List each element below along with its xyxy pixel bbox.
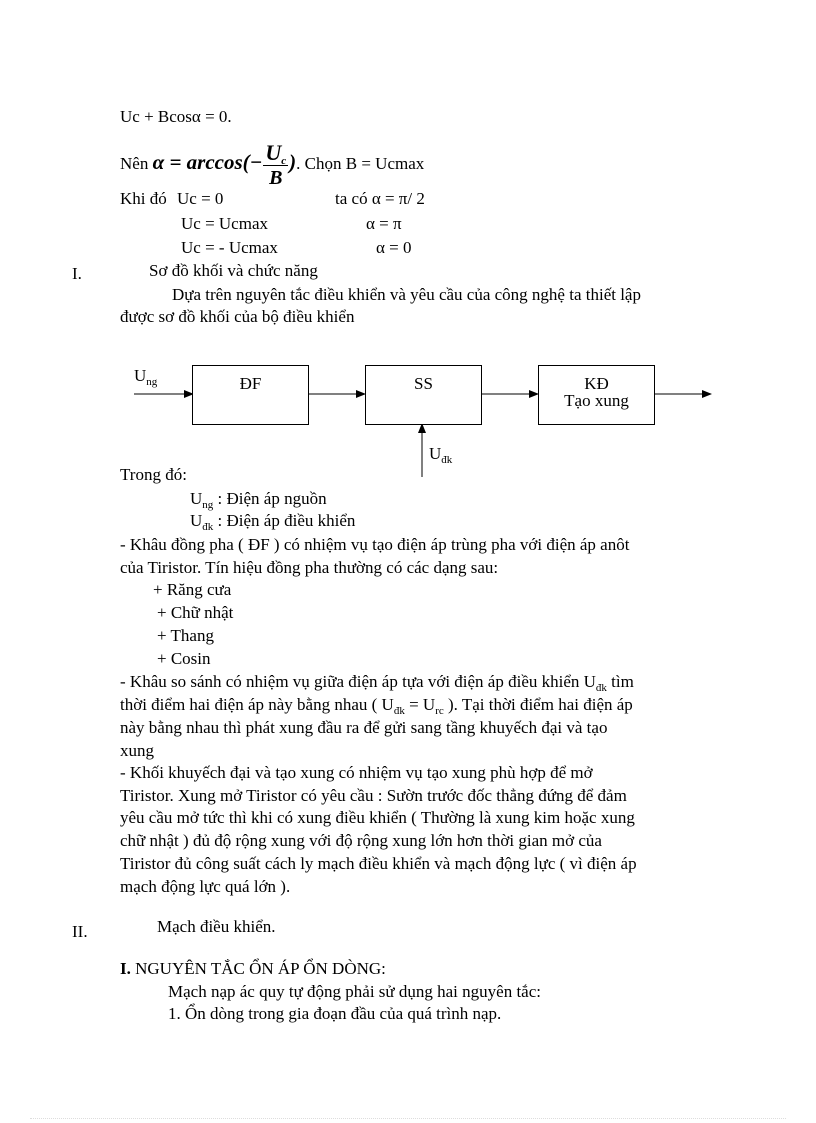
amp-line6: mạch động lực quá lớn ).	[120, 877, 291, 896]
phase-item: + Chữ nhật	[157, 603, 234, 622]
fraction-denominator: B	[269, 166, 283, 189]
arccos-formula	[120, 137, 424, 187]
case-when: Khi đó	[120, 189, 167, 208]
case2-left: Uc = Ucmax	[181, 214, 269, 233]
principle-line1: Mạch nạp ác quy tự động phải sử dụng hai nguyên tắc:	[168, 982, 541, 1001]
principle-line2: 1. Ổn dòng trong gia đoạn đầu của quá trình nạp.	[168, 1004, 502, 1023]
phase-item: + Cosin	[157, 649, 211, 668]
section2-numeral: II.	[72, 922, 88, 941]
kd-block	[538, 365, 655, 425]
amp-line5: Tiristor đủ công suất cách ly mạch điều khiển và mạch động lực ( vì điện áp	[120, 854, 637, 873]
formula-fraction	[263, 141, 288, 190]
section1-numeral: I.	[72, 264, 82, 283]
section2-title: Mạch điều khiển.	[157, 917, 276, 936]
control-label: $U_{đk}$	[429, 444, 453, 466]
compare-line2: thời điểm hai điện áp này bằng nhau ( $U_{đk} = U_{rc}$ ). Tại thời điểm hai điện áp	[120, 695, 633, 717]
section1-title: Sơ đồ khối và chức năng	[149, 261, 318, 280]
case3-left: Uc = - Ucmax	[181, 238, 278, 257]
input-label: $U_{ng}$	[134, 366, 158, 388]
df-label: ĐF	[239, 374, 262, 393]
where-ung: $U_{ng}$ : Điện áp nguồn	[190, 489, 327, 511]
amp-line4: chữ nhật ) đủ độ rộng xung với độ rộng xung lớn hơn thời gian mở của	[120, 831, 602, 850]
formula-lhs: α = arccos(−	[152, 150, 263, 174]
amp-line1: - Khối khuyếch đại và tạo xung có nhiệm vụ tạo xung phù hợp để mở	[120, 763, 593, 782]
kd-label: KĐ	[584, 374, 609, 393]
kd-sublabel: Tạo xung	[564, 391, 629, 410]
compare-line1: - Khâu so sánh có nhiệm vụ giữa điện áp tựa với điện áp điều khiển $U_{đk}$ tìm	[120, 672, 634, 694]
formula-close: )	[289, 150, 297, 174]
page-bottom-rule	[30, 1118, 786, 1119]
case1-left: Uc = 0	[177, 189, 224, 208]
compare-line3: này bằng nhau thì phát xung đầu ra để gửi sang tầng khuyếch đại và tạo	[120, 718, 608, 737]
amp-line3: yêu cầu mở tức thì khi có xung điều khiển ( Thường là xung kim hoặc xung	[120, 808, 635, 827]
formula-prefix: Nên	[120, 154, 149, 173]
formula-choose: . Chọn B = Ucmax	[296, 154, 425, 173]
compare-line4: xung	[120, 741, 154, 760]
intro-line2: được sơ đồ khối của bộ điều khiển	[120, 307, 355, 326]
fraction-numerator: $U_c$	[265, 139, 287, 167]
amp-line2: Tiristor. Xung mở Tiristor có yêu cầu : Sườn trước đốc thẳng đứng để đảm	[120, 786, 627, 805]
phase-line1: - Khâu đồng pha ( ĐF ) có nhiệm vụ tạo điện áp trùng pha với điện áp anôt	[120, 535, 630, 554]
principle-heading: I. NGUYÊN TẮC ỔN ÁP ỔN DÒNG:	[120, 959, 386, 978]
case1-right: ta có α = π/ 2	[335, 189, 425, 208]
ss-block	[365, 365, 482, 425]
df-block	[192, 365, 309, 425]
where-title: Trong đó:	[120, 465, 187, 484]
case3-right: α = 0	[376, 238, 412, 257]
case2-right: α = π	[366, 214, 402, 233]
equation-line: Uc + Bcosα = 0.	[120, 107, 232, 126]
where-udk: $U_{đk}$ : Điện áp điều khiển	[190, 511, 356, 533]
phase-line2: của Tiristor. Tín hiệu đồng pha thường có các dạng sau:	[120, 558, 499, 577]
ss-label: SS	[414, 374, 433, 393]
intro-line1: Dựa trên nguyên tắc điều khiển và yêu cầu của công nghệ ta thiết lập	[172, 285, 641, 304]
phase-item: + Răng cưa	[153, 580, 232, 599]
phase-item: + Thang	[157, 626, 214, 645]
